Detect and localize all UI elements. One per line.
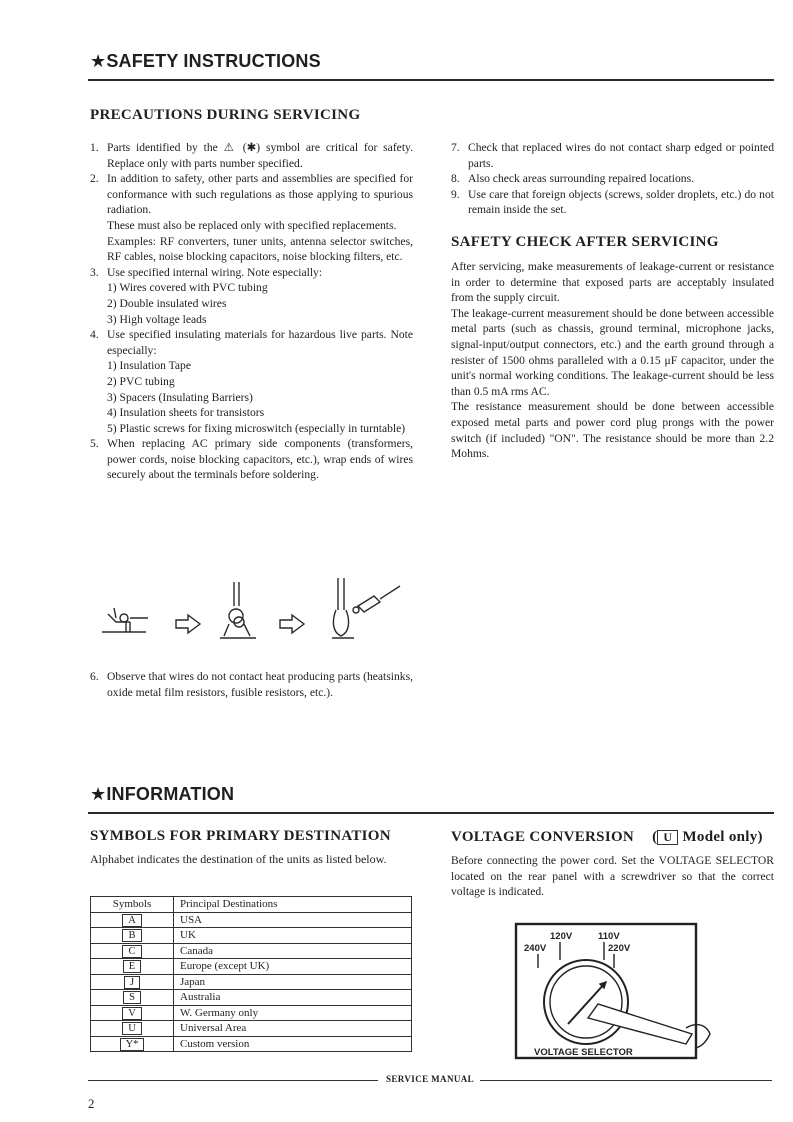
footer-rule-right <box>480 1080 772 1081</box>
selector-dial <box>538 942 710 1048</box>
destination-cell: Japan <box>174 974 412 990</box>
destination-code-badge: J <box>124 976 140 989</box>
destination-cell: Europe (except UK) <box>174 959 412 975</box>
list-item <box>451 171 774 187</box>
model-note: Model only) <box>682 829 763 845</box>
table-row <box>91 974 412 990</box>
table-row <box>91 1005 412 1021</box>
table-row <box>91 990 412 1006</box>
sub-item: 2) PVC tubing <box>107 374 175 388</box>
symbols-heading: SYMBOLS FOR PRIMARY DESTINATION <box>90 828 391 844</box>
voltage-description: Before connecting the power cord. Set the VOLTAGE SELECTOR located on the rear panel with a screwdriver so that the correct voltage is indicated. <box>451 854 774 899</box>
table-row <box>91 943 412 959</box>
destination-cell: USA <box>174 912 412 928</box>
table-row <box>91 1036 412 1052</box>
destination-code-badge: A <box>122 914 142 927</box>
precautions-left-column <box>90 140 413 483</box>
item-text: When replacing AC primary side components (transformers, power cords, noise blocking capacitors, etc.), wrap ends of wires securely about the terminals before soldering. <box>107 437 413 482</box>
footer-label: SERVICE MANUAL <box>386 1074 475 1084</box>
sub-item: 2) Double insulated wires <box>107 296 227 310</box>
item-number: 8. <box>451 172 460 186</box>
destination-code-badge: C <box>122 945 141 958</box>
section-divider <box>88 812 774 814</box>
precautions-heading: PRECAUTIONS DURING SERVICING <box>90 107 361 123</box>
section-divider <box>88 79 774 81</box>
symbol-cell <box>91 928 174 944</box>
list-item <box>90 171 413 218</box>
voltage-heading: VOLTAGE CONVERSION ( U Model only) <box>451 829 763 845</box>
list-item <box>451 140 774 171</box>
arrow-right-icon <box>280 615 304 633</box>
item-text: In addition to safety, other parts and assemblies are specified for conformance with such regulations as those applying to spurious radiation. <box>107 172 413 217</box>
sub-item: 1) Insulation Tape <box>107 359 191 373</box>
item-text: Check that replaced wires do not contact sharp edged or pointed parts. <box>468 141 774 170</box>
wire-wrapping-illustration <box>96 574 416 646</box>
symbol-cell <box>91 990 174 1006</box>
item-number: 2. <box>90 172 99 186</box>
destination-code-badge: E <box>123 960 141 973</box>
destination-code-badge: S <box>123 991 141 1004</box>
safety-check-heading: SAFETY CHECK AFTER SERVICING <box>451 234 719 250</box>
symbol-cell <box>91 959 174 975</box>
item-number: 6. <box>90 670 99 683</box>
safety-section-title: ★SAFETY INSTRUCTIONS <box>90 51 321 71</box>
item-text: Use specified insulating materials for hazardous live parts. Note especially: <box>107 328 413 357</box>
item-number: 3. <box>90 265 99 279</box>
table-header: Symbols <box>91 897 174 913</box>
item-number: 9. <box>451 187 460 201</box>
sub-item: 1) Wires covered with PVC tubing <box>107 281 268 295</box>
destination-cell: Universal Area <box>174 1021 412 1037</box>
table-header: Principal Destinations <box>174 897 412 913</box>
destination-code-badge: V <box>122 1007 142 1020</box>
sub-item: 4) Insulation sheets for transistors <box>107 406 265 420</box>
destination-code-badge: B <box>122 929 141 942</box>
precautions-left-column-cont <box>90 669 413 700</box>
destination-cell: Canada <box>174 943 412 959</box>
destination-code-badge: Y* <box>120 1038 145 1051</box>
symbol-cell <box>91 943 174 959</box>
item-text: These must also be replaced only with specified replacements. <box>107 218 397 232</box>
table-header-row <box>91 897 412 913</box>
label-220v: 220V <box>608 943 631 954</box>
list-item <box>90 436 413 483</box>
table-row <box>91 1021 412 1037</box>
model-code-badge: U <box>657 830 678 845</box>
list-item <box>90 327 413 358</box>
footer-rule-left <box>88 1080 378 1081</box>
list-item <box>90 669 413 700</box>
item-text: Use care that foreign objects (screws, solder droplets, etc.) do not remain inside the set. <box>468 187 774 217</box>
destination-cell: Australia <box>174 990 412 1006</box>
sub-item: 5) Plastic screws for fixing microswitch (especially in turntable) <box>107 421 406 435</box>
list-item <box>451 187 774 218</box>
destination-code-badge: U <box>122 1022 142 1035</box>
item-text: Observe that wires do not contact heat producing parts (heatsinks, oxide metal film resistors, fusible resistors, etc.). <box>107 670 413 699</box>
paragraph: The resistance measurement should be done between accessible exposed metal parts and power cord plug prongs with the power switch (if included) "ON". The resistance should be more than 2.2 Mohms. <box>451 400 774 461</box>
destination-cell: Custom version <box>174 1036 412 1052</box>
item-text: Use specified internal wiring. Note especially: <box>107 265 323 279</box>
item-number: 4. <box>90 328 99 342</box>
terminal-step-1 <box>102 608 148 632</box>
info-section-title: ★INFORMATION <box>90 784 235 804</box>
destination-cell: UK <box>174 928 412 944</box>
terminal-step-3 <box>332 578 400 638</box>
voltage-selector-caption: VOLTAGE SELECTOR <box>534 1047 633 1058</box>
label-240v: 240V <box>524 943 547 954</box>
sub-item: 3) High voltage leads <box>107 312 207 326</box>
destination-cell: W. Germany only <box>174 1005 412 1021</box>
table-row <box>91 928 412 944</box>
symbol-cell <box>91 912 174 928</box>
voltage-selector-diagram <box>510 920 720 1062</box>
symbol-cell <box>91 1005 174 1021</box>
symbol-cell <box>91 1021 174 1037</box>
sub-item: 3) Spacers (Insulating Barriers) <box>107 390 253 404</box>
item-text: Also check areas surrounding repaired locations. <box>468 172 694 186</box>
page-number: 2 <box>88 1096 95 1111</box>
paragraph: The leakage-current measurement should be done between accessible metal parts (such as chassis, ground terminal, microphone jacks, signal-input/output connectors, etc.) and the earth ground through a resister of 1500 ohms paralleled with a 0.15 μF capacitor, under the unit's normal working conditions. The leakage-current should be less than 0.5 mA rms AC. <box>451 306 774 398</box>
label-110v: 110V <box>598 931 620 942</box>
precautions-right-column <box>451 140 774 218</box>
safety-check-body <box>451 259 774 462</box>
item-number: 7. <box>451 141 460 154</box>
item-number: 1. <box>90 141 99 154</box>
voltage-title: VOLTAGE CONVERSION <box>451 829 635 845</box>
terminal-step-2 <box>220 582 256 638</box>
item-number: 5. <box>90 437 99 451</box>
item-text: Parts identified by the ⚠ (✱) symbol are critical for safety. Replace only with parts number specified. <box>107 141 413 170</box>
arrow-right-icon <box>176 615 200 633</box>
table-row <box>91 959 412 975</box>
symbols-description: Alphabet indicates the destination of the units as listed below. <box>90 852 387 866</box>
symbol-cell <box>91 1036 174 1052</box>
item-text: Examples: RF converters, tuner units, antenna selector switches, RF cables, noise blocking capacitors, noise blocking filters, etc. <box>107 234 413 264</box>
paragraph: After servicing, make measurements of leakage-current or resistance in order to determine that exposed parts are acceptably insulated from the supply circuit. <box>451 260 774 305</box>
table-row <box>91 912 412 928</box>
list-item <box>90 265 413 281</box>
list-item <box>90 140 413 171</box>
destination-table <box>90 896 412 1052</box>
label-120v: 120V <box>550 931 573 942</box>
symbol-cell <box>91 974 174 990</box>
